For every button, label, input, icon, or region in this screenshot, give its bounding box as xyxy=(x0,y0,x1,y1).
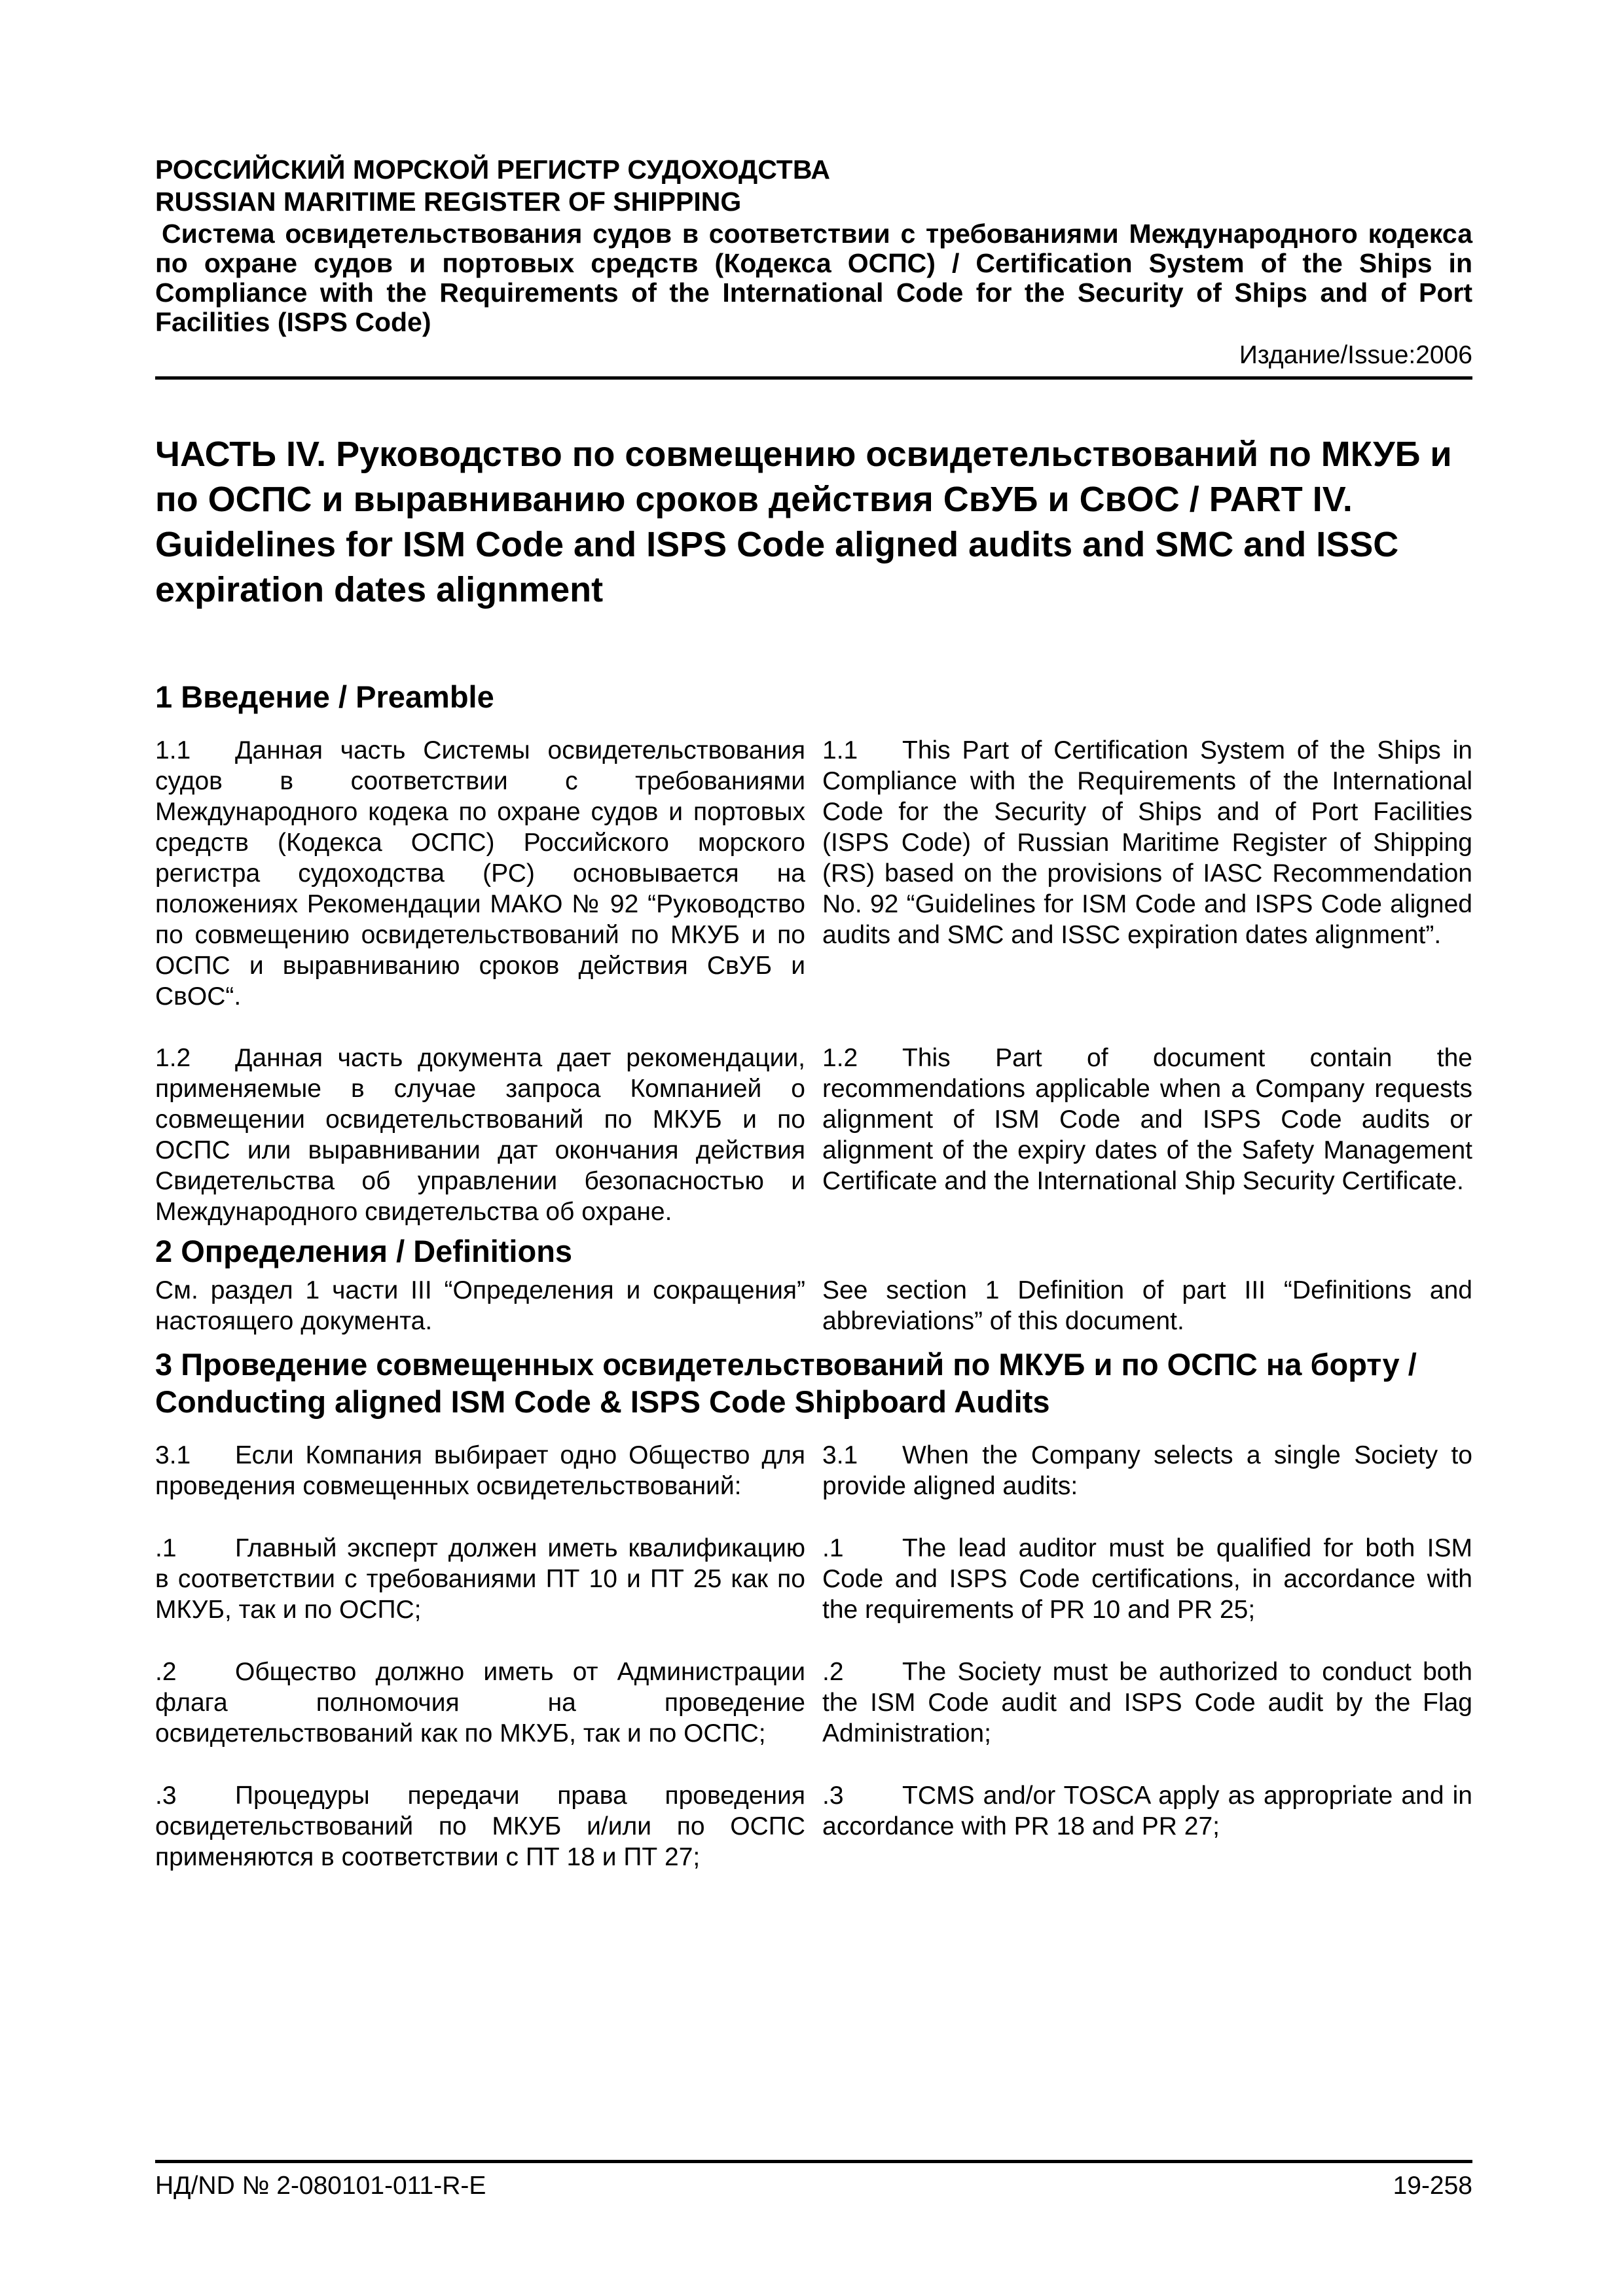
item-number: .1 xyxy=(155,1534,177,1562)
paragraph-en xyxy=(822,1043,1472,1227)
issue-label: Издание/Issue:2006 xyxy=(1239,341,1472,369)
section-2-title: 2 Определения / Definitions xyxy=(155,1234,573,1268)
paragraph-number: 3.1 xyxy=(155,1441,191,1469)
list-item-3 xyxy=(155,1780,1472,1873)
item-text: TCMS and/or TOSCA apply as appropriate and in accordance with PR 18 and PR 27; xyxy=(822,1782,1472,1840)
page-footer xyxy=(155,2160,1472,2202)
paragraph-en: See section 1 Definition of part III “Definitions and abbreviations” of this document. xyxy=(822,1276,1472,1335)
paragraph-ru xyxy=(155,735,805,1012)
item-text: The lead auditor must be qualified for both ISM Code and ISPS Code certifications, in accordance with the requirements of PR 10 and PR 25; xyxy=(822,1534,1472,1624)
part-title: ЧАСТЬ IV. Руководство по совмещению освидетельствований по МКУБ и по ОСПС и выравниванию сроков действия СвУБ и СвОС / PART IV. Guidelines for ISM Code and ISPS Code aligned audits and SMC and ISSC expiration dates alignment xyxy=(155,435,1452,609)
paragraph-ru xyxy=(155,1440,805,1501)
item-text: Общество должно иметь от Администрации флага полномочия на проведение освидетельствований как по МКУБ, так и по ОСПС; xyxy=(155,1658,805,1748)
section-1-title: 1 Введение / Preamble xyxy=(155,679,494,714)
item-text: The Society must be authorized to conduct both the ISM Code audit and ISPS Code audit by the Flag Administration; xyxy=(822,1658,1472,1748)
paragraph-en xyxy=(822,1440,1472,1501)
paragraph-2 xyxy=(155,1275,1472,1336)
page-number: 19-258 xyxy=(1393,2172,1472,2200)
item-text: Процедуры передачи права проведения освидетельствований по МКУБ и/или по ОСПС применяются в соответствии с ПТ 18 и ПТ 27; xyxy=(155,1782,805,1871)
list-item-2 xyxy=(155,1657,1472,1749)
paragraph-ru: См. раздел 1 части III “Определения и сокращения” настоящего документа. xyxy=(155,1276,805,1335)
header-divider xyxy=(155,376,1472,380)
item-number: .3 xyxy=(155,1782,177,1810)
paragraph-number: 1.2 xyxy=(155,1044,191,1072)
paragraph-en xyxy=(822,1657,1472,1749)
org-name-en: RUSSIAN MARITIME REGISTER OF SHIPPING xyxy=(155,187,742,217)
paragraph-text: This Part of document contain the recommendations applicable when a Company requests alignment of ISM Code and ISPS Code audits or alignment of the expiry dates of the Safety Management Certificate and the International Ship Security Certificate. xyxy=(822,1044,1472,1195)
document-page xyxy=(155,154,1472,2235)
item-number: .2 xyxy=(822,1658,844,1686)
paragraph-text: Если Компания выбирает одно Общество для проведения совмещенных освидетельствований: xyxy=(155,1441,805,1500)
list-item-1 xyxy=(155,1533,1472,1625)
paragraph-text: This Part of Certification System of the Ships in Compliance with the Requirements of the International Code for the Security of Ships and of Port Facilities (ISPS Code) of Russian Maritime Register of Shipping (RS) based on the provisions of IASC Recommendation No. 92 “Guidelines for ISM Code and ISPS Code aligned audits and SMC and ISSC expiration dates alignment”. xyxy=(822,736,1472,949)
paragraph-en xyxy=(822,1533,1472,1625)
item-number: .2 xyxy=(155,1658,177,1686)
item-number: .1 xyxy=(822,1534,844,1562)
paragraph-text: Данная часть документа дает рекомендации, применяемые в случае запроса Компанией о совмещении освидетельствований по МКУБ и по ОСПС или выравнивании дат окончания действия Свидетельства об управлении безопасностью и Международного свидетельства об охране. xyxy=(155,1044,805,1226)
paragraph-en xyxy=(822,1780,1472,1873)
section-3-title-ru: 3 Проведение совмещенных освидетельствований по МКУБ и по ОСПС на борту / xyxy=(155,1347,1417,1382)
paragraph-text: Данная часть Системы освидетельствования судов в соответствии с требованиями Международного кодека по охране судов и портовых средств (Кодекса ОСПС) Российского морского регистра судоходства (РС) основывается на положениях Рекомендации МАКО № 92 “Руководство по совмещению освидетельствований по МКУБ и по ОСПС и выравниванию сроков действия СвУБ и СвОС“. xyxy=(155,736,805,1011)
paragraph-number: 1.1 xyxy=(822,736,858,764)
document-header xyxy=(155,154,1472,380)
paragraph-number: 1.1 xyxy=(155,736,191,764)
item-text: Главный эксперт должен иметь квалификацию в соответствии с требованиями ПТ 10 и ПТ 25 как по МКУБ, так и по ОСПС; xyxy=(155,1534,805,1624)
paragraph-ru xyxy=(155,1780,805,1873)
paragraph-1-2 xyxy=(155,1043,1472,1227)
org-name-ru: РОССИЙСКИЙ МОРСКОЙ РЕГИСТР СУДОХОДСТВА xyxy=(155,154,831,185)
paragraph-ru xyxy=(155,1657,805,1749)
section-3-title-en: Conducting aligned ISM Code & ISPS Code Shipboard Audits xyxy=(155,1384,1050,1419)
paragraph-number: 1.2 xyxy=(822,1044,858,1072)
paragraph-ru xyxy=(155,1043,805,1227)
paragraph-number: 3.1 xyxy=(822,1441,858,1469)
system-title: Система освидетельствования судов в соответствии с требованиями Международного кодекса по охране судов и портовых средств (Кодекса ОСПС) / Certification System of the Ships in Compliance with the Requirements of the International Code for the Security of Ships and of Port Facilities (ISPS Code) xyxy=(155,219,1472,337)
paragraph-3-1 xyxy=(155,1440,1472,1501)
document-number: НД/ND № 2-080101-011-R-E xyxy=(155,2172,486,2200)
paragraph-1-1 xyxy=(155,735,1472,1012)
paragraph-text: When the Company selects a single Society to provide aligned audits: xyxy=(822,1441,1472,1500)
paragraph-ru xyxy=(155,1533,805,1625)
paragraph-en xyxy=(822,735,1472,1012)
item-number: .3 xyxy=(822,1782,844,1810)
